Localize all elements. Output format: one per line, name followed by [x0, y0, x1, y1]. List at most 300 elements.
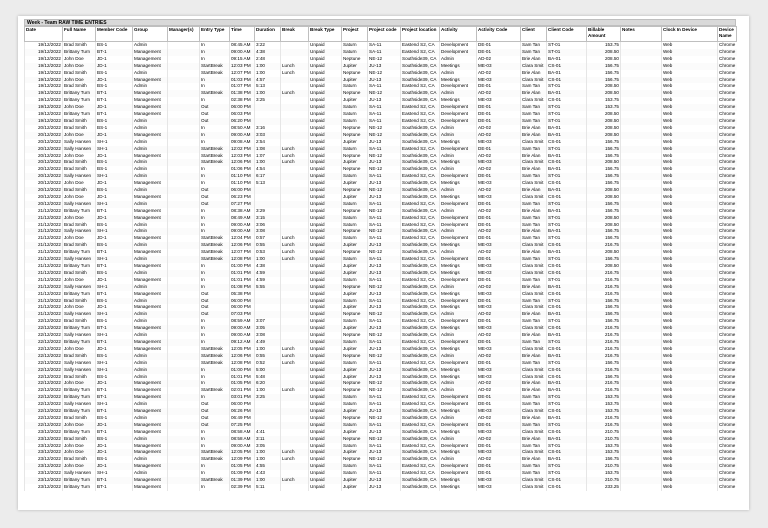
table-cell: 3:16	[255, 125, 281, 132]
table-cell: Clara Smit	[521, 97, 547, 104]
table-cell	[281, 436, 309, 443]
table-cell: Eastend S2, CA	[401, 277, 440, 284]
table-cell	[168, 97, 200, 104]
table-cell: 01:05 PM	[230, 380, 255, 387]
column-header: Full Name	[63, 27, 96, 42]
table-cell: BA-01	[547, 332, 587, 339]
table-cell: Web	[662, 429, 718, 436]
table-cell: SA-11	[368, 360, 401, 367]
table-cell: AD-02	[477, 187, 521, 194]
table-cell	[255, 291, 281, 298]
table-cell: 1:00	[255, 70, 281, 77]
table-cell: 06:00 PM	[230, 187, 255, 194]
table-cell: 208.50	[587, 249, 621, 256]
table-cell: BS-1	[96, 242, 133, 249]
table-cell: JU-13	[368, 484, 401, 491]
table-cell: Saturn	[342, 111, 368, 118]
table-cell: ME-03	[477, 180, 521, 187]
table-cell: Web	[662, 263, 718, 270]
table-cell: Southside39, CA	[401, 70, 440, 77]
table-row	[25, 484, 737, 491]
table-cell: 5:00	[255, 367, 281, 374]
table-cell: Brittany Turn	[63, 484, 96, 491]
table-cell: 4:55	[255, 463, 281, 470]
table-row	[25, 146, 737, 153]
table-cell	[168, 118, 200, 125]
table-cell: Admin	[133, 228, 168, 235]
table-cell: Jupiter	[342, 242, 368, 249]
table-cell: Admin	[440, 90, 477, 97]
table-cell: 20/12/2022	[25, 166, 63, 173]
table-cell: Unpaid	[309, 374, 342, 381]
table-cell: 01:05 PM	[230, 463, 255, 470]
table-cell: Meetings	[440, 477, 477, 484]
table-cell: CS-01	[547, 367, 587, 374]
table-cell: Admin	[133, 298, 168, 305]
table-row	[25, 159, 737, 166]
table-cell: JD-1	[96, 235, 133, 242]
table-cell: Sally Hansen	[63, 311, 96, 318]
table-cell: Saturn	[342, 83, 368, 90]
table-cell: Sam Tan	[521, 146, 547, 153]
table-cell: 153.75	[587, 449, 621, 456]
table-cell: SH-1	[96, 139, 133, 146]
table-cell: Chrome	[719, 477, 736, 483]
table-cell: Admin	[440, 380, 477, 387]
table-cell: JU-13	[368, 367, 401, 374]
table-cell: 5:48	[255, 374, 281, 381]
table-row	[25, 215, 737, 222]
table-cell: 216.75	[587, 387, 621, 394]
table-cell: CS-01	[547, 477, 587, 484]
table-cell: Chrome	[719, 187, 736, 193]
table-cell: Chrome	[719, 256, 736, 262]
table-cell: BA-01	[547, 125, 587, 132]
table-cell: SH-1	[96, 256, 133, 263]
table-cell: Chrome	[719, 290, 736, 296]
table-cell: 01:00 PM	[230, 263, 255, 270]
table-cell: 19/12/2022	[25, 104, 63, 111]
table-cell: CS-01	[547, 263, 587, 270]
table-cell: Web	[662, 387, 718, 394]
table-cell: 208.50	[587, 49, 621, 56]
table-cell: Sally Hansen	[63, 401, 96, 408]
table-cell: Eastend S2, CA	[401, 118, 440, 125]
table-cell: JU-13	[368, 180, 401, 187]
table-cell	[621, 374, 662, 381]
table-cell: Chrome	[719, 117, 736, 123]
table-row	[25, 249, 737, 256]
table-cell	[621, 77, 662, 84]
table-cell	[281, 83, 309, 90]
table-cell: Chrome	[719, 394, 736, 400]
table-cell: 208.50	[587, 118, 621, 125]
table-cell: Sally Hansen	[63, 146, 96, 153]
table-cell: Neptune	[342, 56, 368, 63]
table-cell: CS-01	[547, 159, 587, 166]
table-cell: Clara Smit	[521, 429, 547, 436]
table-cell: 08:45 AM	[230, 42, 255, 49]
table-cell: Development	[440, 235, 477, 242]
table-cell: 156.75	[587, 456, 621, 463]
table-cell: Brittany Turn	[63, 111, 96, 118]
table-cell	[168, 311, 200, 318]
table-cell: 21/12/2022	[25, 263, 63, 270]
table-cell: Eastend S2, CA	[401, 422, 440, 429]
table-cell: In	[200, 470, 230, 477]
table-cell: JU-13	[368, 408, 401, 415]
table-cell: Development	[440, 201, 477, 208]
table-cell: Admin	[133, 159, 168, 166]
table-cell: ME-03	[477, 304, 521, 311]
table-cell: BT-1	[96, 325, 133, 332]
table-cell: AD-02	[477, 332, 521, 339]
table-cell: Southside39, CA	[401, 139, 440, 146]
table-cell: Saturn	[342, 463, 368, 470]
table-cell	[281, 270, 309, 277]
table-cell: In	[200, 173, 230, 180]
table-cell	[168, 63, 200, 70]
table-cell: Management	[133, 484, 168, 491]
table-cell	[621, 325, 662, 332]
table-cell: Saturn	[342, 256, 368, 263]
table-cell: 12:03 PM	[230, 63, 255, 70]
table-cell: Clara Smit	[521, 180, 547, 187]
table-cell: Eastend S2, CA	[401, 42, 440, 49]
column-header: Date	[25, 27, 63, 42]
table-cell: Web	[662, 270, 718, 277]
table-cell: Management	[133, 380, 168, 387]
table-cell	[168, 83, 200, 90]
table-cell: Web	[662, 97, 718, 104]
table-cell: NE-12	[368, 70, 401, 77]
table-cell: Southside39, CA	[401, 332, 440, 339]
table-cell: Lunch	[281, 456, 309, 463]
table-row	[25, 477, 737, 484]
table-cell: Unpaid	[309, 284, 342, 291]
table-cell: Brie Alan	[521, 56, 547, 63]
table-cell: 153.75	[587, 401, 621, 408]
table-cell: 156.75	[587, 173, 621, 180]
table-cell: Admin	[133, 332, 168, 339]
table-cell: Chrome	[719, 352, 736, 358]
table-cell: 3:06	[255, 222, 281, 229]
table-cell: 156.75	[587, 374, 621, 381]
table-cell	[281, 180, 309, 187]
table-body	[25, 42, 737, 491]
table-cell: Chrome	[719, 442, 736, 448]
table-cell	[168, 173, 200, 180]
table-cell: Development	[440, 104, 477, 111]
table-cell: 216.75	[587, 367, 621, 374]
table-cell: JD-1	[96, 104, 133, 111]
table-cell: StartBreak	[200, 242, 230, 249]
table-cell: AD-02	[477, 353, 521, 360]
table-cell: Chrome	[719, 173, 736, 179]
table-cell: Unpaid	[309, 49, 342, 56]
table-cell: NE-12	[368, 456, 401, 463]
table-cell: In	[200, 49, 230, 56]
table-cell	[621, 311, 662, 318]
table-cell: 210.75	[587, 429, 621, 436]
table-cell: AD-02	[477, 208, 521, 215]
table-cell: Admin	[133, 118, 168, 125]
table-cell: JU-13	[368, 159, 401, 166]
table-row	[25, 263, 737, 270]
table-cell: Web	[662, 298, 718, 305]
table-cell: Lunch	[281, 242, 309, 249]
table-cell: Chrome	[719, 249, 736, 255]
table-row	[25, 298, 737, 305]
table-cell	[168, 484, 200, 491]
table-cell: NE-12	[368, 249, 401, 256]
table-cell: 19/12/2022	[25, 70, 63, 77]
table-cell: Management	[133, 463, 168, 470]
table-row	[25, 353, 737, 360]
table-cell: John Doe	[63, 235, 96, 242]
table-row	[25, 153, 737, 160]
table-cell: Chrome	[719, 449, 736, 455]
table-row	[25, 325, 737, 332]
table-cell: Southside39, CA	[401, 346, 440, 353]
table-cell: Admin	[440, 249, 477, 256]
table-cell: 19/12/2022	[25, 83, 63, 90]
table-cell: John Doe	[63, 63, 96, 70]
table-cell: 19/12/2022	[25, 97, 63, 104]
table-cell	[168, 408, 200, 415]
table-cell: Southside39, CA	[401, 477, 440, 484]
table-cell: ME-03	[477, 77, 521, 84]
table-cell: Unpaid	[309, 242, 342, 249]
table-cell: ME-03	[477, 263, 521, 270]
table-cell: Web	[662, 118, 718, 125]
table-cell: Sam Tan	[521, 394, 547, 401]
table-cell: 3:08	[255, 228, 281, 235]
table-cell: 0:55	[255, 242, 281, 249]
table-row	[25, 436, 737, 443]
table-cell: Web	[662, 132, 718, 139]
table-cell: Lunch	[281, 449, 309, 456]
table-cell: Brie Alan	[521, 166, 547, 173]
table-cell: 1:00	[255, 449, 281, 456]
table-cell: AD-02	[477, 90, 521, 97]
table-cell: Web	[662, 304, 718, 311]
table-cell: Admin	[440, 187, 477, 194]
table-cell: SH-1	[96, 367, 133, 374]
table-cell: Web	[662, 401, 718, 408]
table-cell: Admin	[133, 353, 168, 360]
table-cell: Unpaid	[309, 42, 342, 49]
table-cell: Clara Smit	[521, 242, 547, 249]
table-cell: ST-01	[547, 104, 587, 111]
table-cell: 3:25	[255, 97, 281, 104]
table-cell: Meetings	[440, 484, 477, 491]
table-cell: 208.50	[587, 56, 621, 63]
table-cell: SH-1	[96, 332, 133, 339]
table-cell	[621, 166, 662, 173]
table-cell: ST-01	[547, 394, 587, 401]
table-cell	[168, 228, 200, 235]
table-cell: Development	[440, 146, 477, 153]
table-cell: 216.75	[587, 346, 621, 353]
table-cell: 20/12/2022	[25, 187, 63, 194]
table-cell: Web	[662, 463, 718, 470]
table-cell: In	[200, 270, 230, 277]
column-header: Activity	[440, 27, 477, 42]
table-cell: In	[200, 284, 230, 291]
table-cell: Chrome	[719, 408, 736, 414]
table-cell: 12:05 PM	[230, 449, 255, 456]
table-cell: Brie Alan	[521, 353, 547, 360]
table-cell: JU-13	[368, 270, 401, 277]
table-cell: Clara Smit	[521, 304, 547, 311]
table-cell: Jupiter	[342, 429, 368, 436]
table-cell: John Doe	[63, 277, 96, 284]
table-cell: Sam Tan	[521, 111, 547, 118]
table-row	[25, 208, 737, 215]
table-cell: 09:00 AM	[230, 132, 255, 139]
table-row	[25, 83, 737, 90]
table-cell	[281, 470, 309, 477]
table-cell: BS-1	[96, 222, 133, 229]
table-cell: Chrome	[719, 338, 736, 344]
table-cell: Southside39, CA	[401, 449, 440, 456]
table-cell: Management	[133, 443, 168, 450]
table-cell: Saturn	[342, 173, 368, 180]
table-cell: 21/12/2022	[25, 304, 63, 311]
table-cell: 3:03	[255, 132, 281, 139]
table-cell: Chrome	[719, 269, 736, 275]
table-cell: ST-01	[547, 83, 587, 90]
table-cell: JU-13	[368, 374, 401, 381]
table-cell: ST-01	[547, 339, 587, 346]
table-cell: Meetings	[440, 194, 477, 201]
table-cell: Jupiter	[342, 484, 368, 491]
table-cell: Southside39, CA	[401, 228, 440, 235]
table-cell: 07:25 PM	[230, 422, 255, 429]
table-cell: Neptune	[342, 208, 368, 215]
table-cell	[168, 353, 200, 360]
table-cell: Neptune	[342, 70, 368, 77]
table-cell	[168, 77, 200, 84]
table-cell: 23/12/2022	[25, 449, 63, 456]
table-cell	[621, 49, 662, 56]
table-cell: Unpaid	[309, 456, 342, 463]
table-cell: 4:41	[255, 429, 281, 436]
table-cell	[168, 477, 200, 484]
table-cell: 1:00	[255, 387, 281, 394]
table-cell	[621, 401, 662, 408]
table-cell	[281, 166, 309, 173]
table-cell: Admin	[133, 401, 168, 408]
table-cell: Management	[133, 304, 168, 311]
table-cell: Chrome	[719, 97, 736, 103]
table-cell: SA-11	[368, 422, 401, 429]
table-cell: Saturn	[342, 235, 368, 242]
table-cell	[621, 153, 662, 160]
table-cell: Development	[440, 422, 477, 429]
table-cell: Unpaid	[309, 63, 342, 70]
table-cell: Unpaid	[309, 277, 342, 284]
table-cell: Web	[662, 443, 718, 450]
table-cell: DE-01	[477, 443, 521, 450]
table-cell: BT-1	[96, 49, 133, 56]
table-cell: SA-11	[368, 256, 401, 263]
table-cell: Eastend S2, CA	[401, 222, 440, 229]
table-cell: 1:00	[255, 456, 281, 463]
table-cell: 1:00	[255, 346, 281, 353]
table-cell: Admin	[440, 311, 477, 318]
table-cell: 01:01 PM	[230, 270, 255, 277]
table-cell: Jupiter	[342, 325, 368, 332]
table-row	[25, 415, 737, 422]
table-cell: 09:00 AM	[230, 228, 255, 235]
table-cell: In	[200, 215, 230, 222]
table-cell: ST-01	[547, 49, 587, 56]
table-cell: 2:48	[255, 56, 281, 63]
table-cell	[621, 263, 662, 270]
table-cell: Eastend S2, CA	[401, 146, 440, 153]
column-header: Project code	[368, 27, 401, 42]
table-cell: Southside39, CA	[401, 291, 440, 298]
table-cell: 22/12/2022	[25, 380, 63, 387]
table-cell: Neptune	[342, 125, 368, 132]
table-cell: DE-01	[477, 83, 521, 90]
table-cell: Web	[662, 173, 718, 180]
table-cell: 3:11	[255, 436, 281, 443]
column-header: Activity Code	[477, 27, 521, 42]
table-cell: Management	[133, 277, 168, 284]
table-cell: DE-01	[477, 215, 521, 222]
table-cell: AD-02	[477, 70, 521, 77]
table-cell: Management	[133, 111, 168, 118]
table-cell: Chrome	[719, 83, 736, 89]
table-cell: DE-01	[477, 222, 521, 229]
table-cell: Clara Smit	[521, 291, 547, 298]
table-cell	[168, 291, 200, 298]
table-cell: SA-11	[368, 215, 401, 222]
table-cell	[168, 436, 200, 443]
table-cell: ST-01	[547, 235, 587, 242]
table-cell: CS-01	[547, 97, 587, 104]
table-cell	[281, 77, 309, 84]
table-cell: 19/12/2022	[25, 90, 63, 97]
table-cell: 08:38 AM	[230, 208, 255, 215]
table-cell: JU-13	[368, 449, 401, 456]
table-cell	[281, 332, 309, 339]
table-cell: SA-11	[368, 104, 401, 111]
table-cell: Meetings	[440, 270, 477, 277]
table-cell: JU-13	[368, 263, 401, 270]
table-cell: ME-03	[477, 139, 521, 146]
table-cell: BA-01	[547, 456, 587, 463]
table-cell	[621, 436, 662, 443]
table-cell: Chrome	[719, 159, 736, 165]
table-cell: Meetings	[440, 449, 477, 456]
table-cell	[281, 311, 309, 318]
table-cell: Admin	[133, 284, 168, 291]
table-cell: BS-1	[96, 187, 133, 194]
table-cell	[168, 249, 200, 256]
table-cell: Chrome	[719, 131, 736, 137]
table-cell: Brad Smith	[63, 456, 96, 463]
table-cell: 19/12/2022	[25, 49, 63, 56]
table-cell: Eastend S2, CA	[401, 104, 440, 111]
table-cell: Brad Smith	[63, 270, 96, 277]
table-cell	[168, 187, 200, 194]
table-cell: Jupiter	[342, 97, 368, 104]
table-cell: Saturn	[342, 443, 368, 450]
